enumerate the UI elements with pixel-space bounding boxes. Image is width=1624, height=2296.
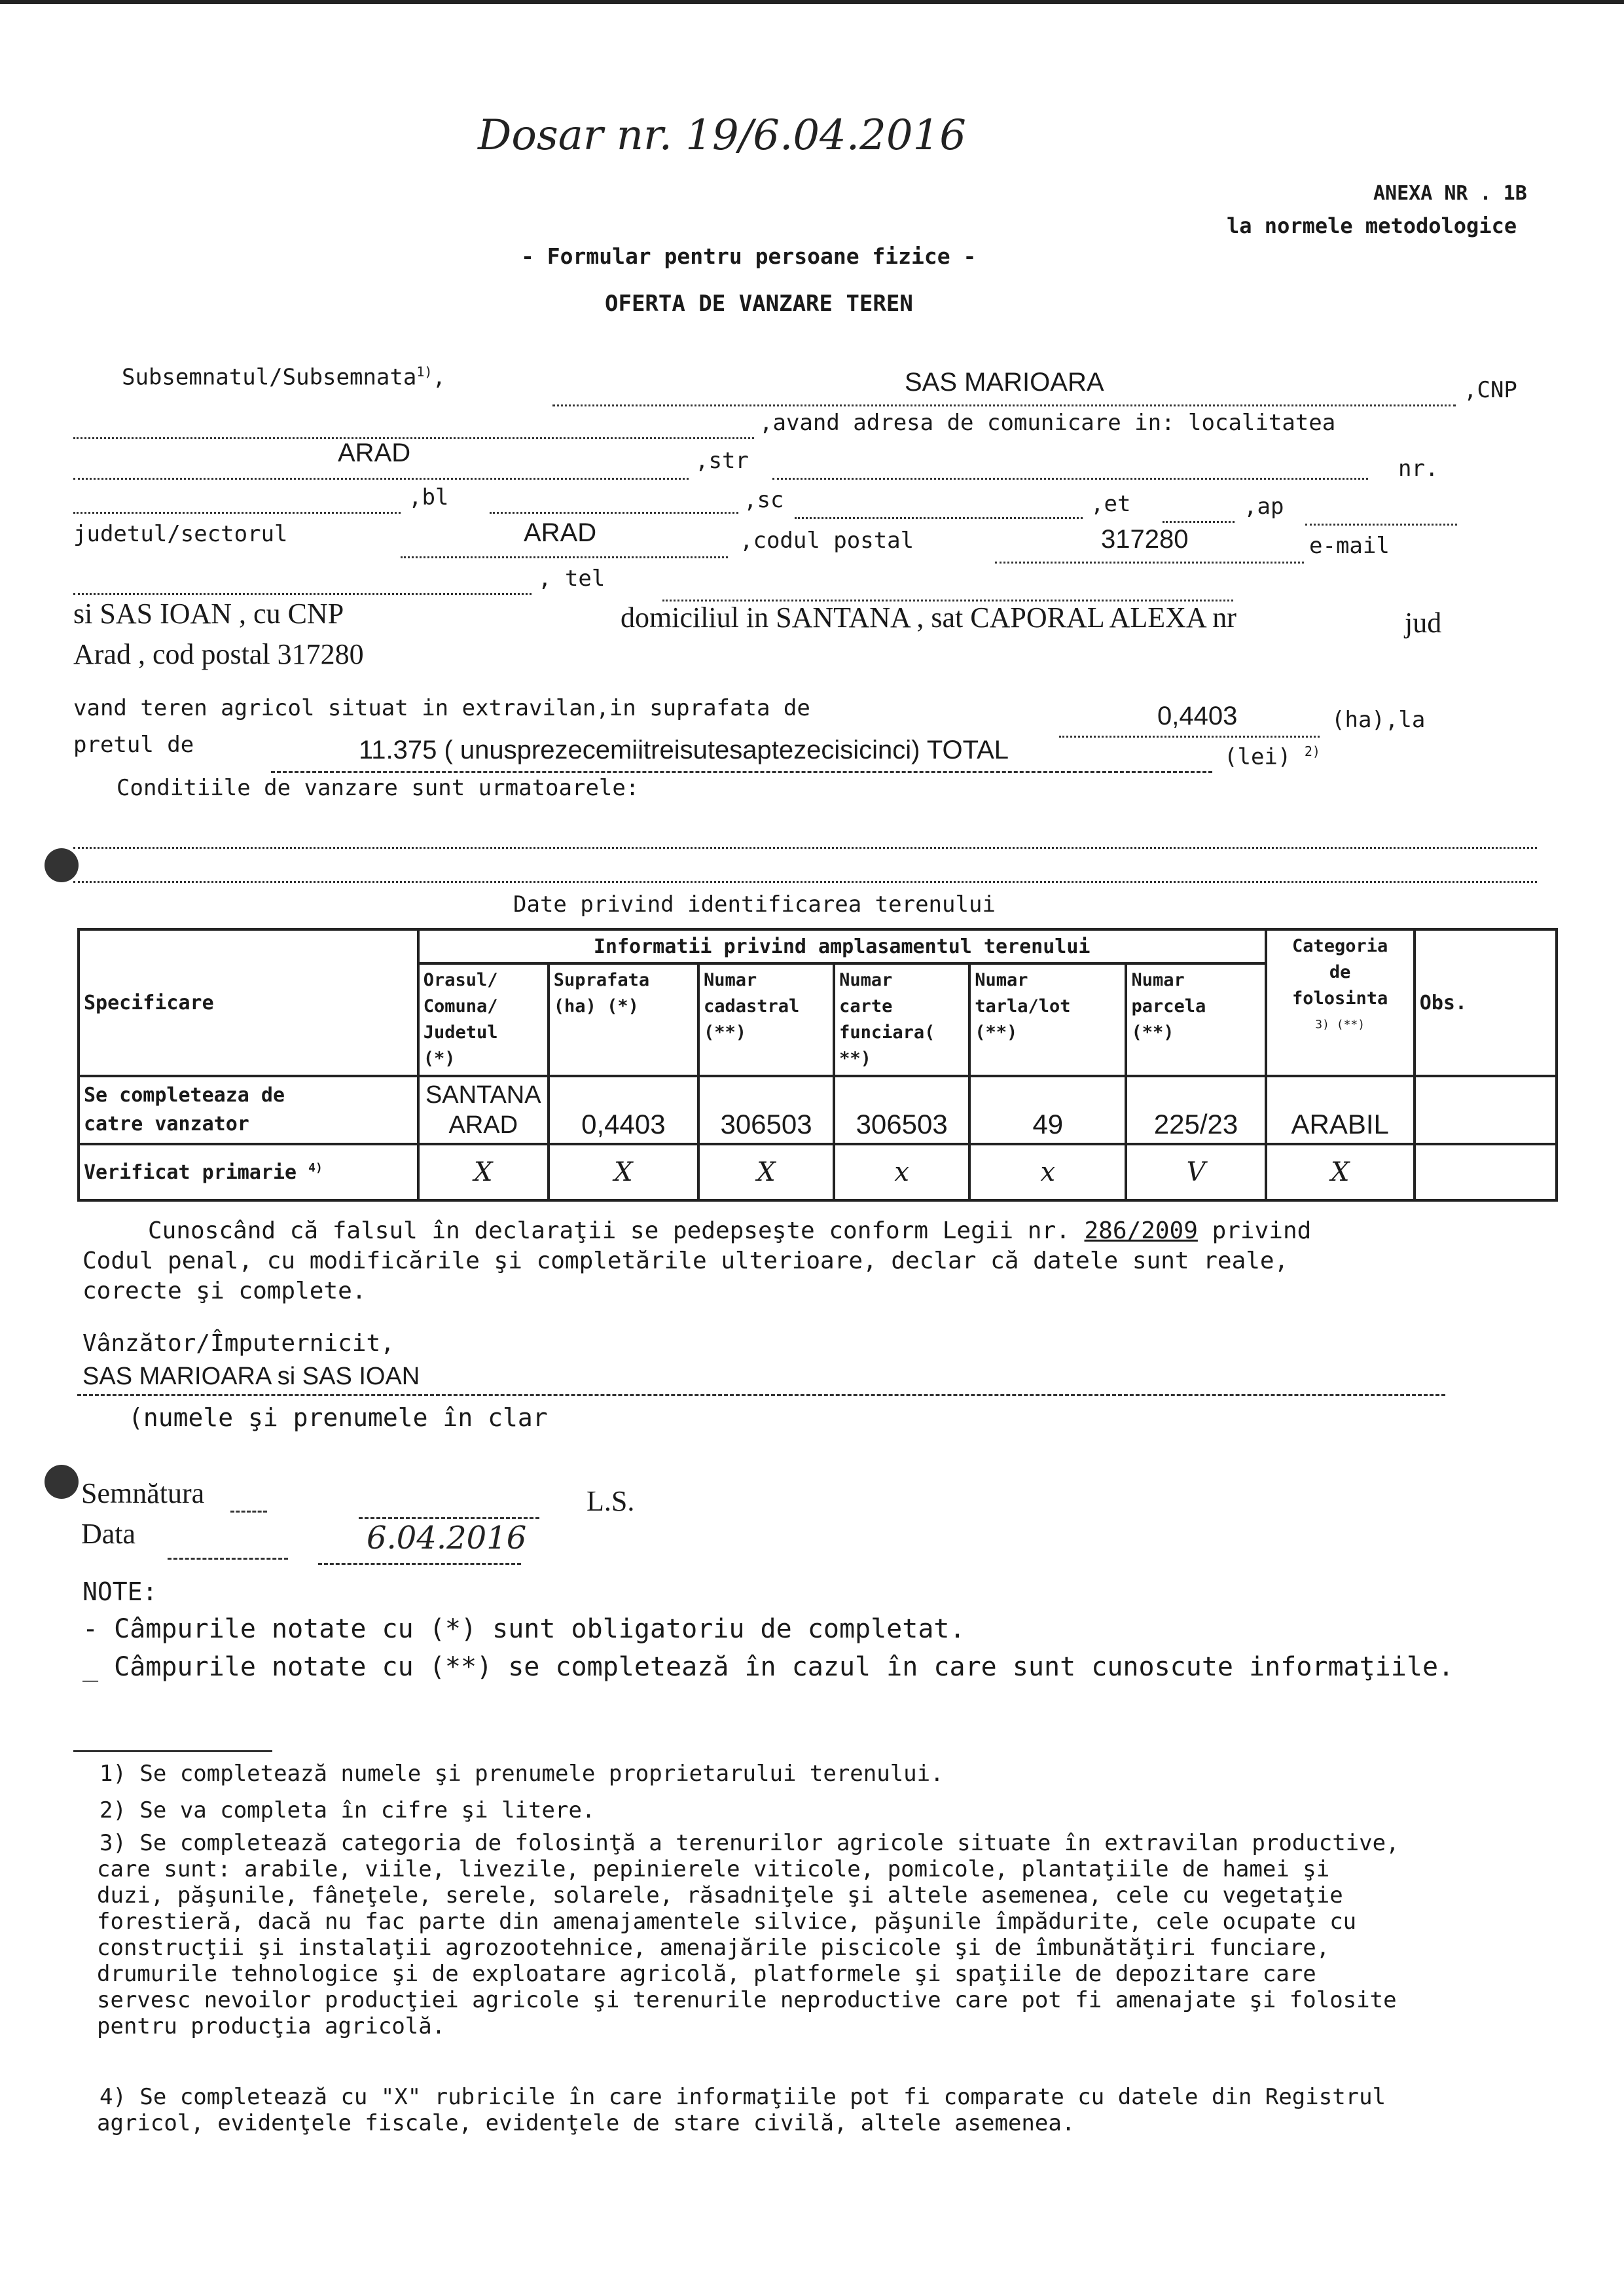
county-value: ARAD (524, 518, 597, 547)
note-optional: _ Câmpurile notate cu (**) se completează în cazul în care sunt cunoscute informaţiile. (82, 1652, 1454, 1682)
col-carte-funciara: Numar carte funciara( **) (834, 963, 969, 1076)
handwritten-file-number: Dosar nr. 19/6.04.2016 (478, 111, 966, 160)
cell-categoria: ARABIL (1266, 1076, 1415, 1144)
declaration-line2: Codul penal, cu modificările şi completările ulterioare, declar că datele sunt reale, (82, 1247, 1289, 1274)
postal-underline (995, 562, 1304, 564)
conditions-line (73, 881, 1537, 883)
cell-tarla: 49 (969, 1076, 1126, 1144)
row-seller-label: Se completeaza de catre vanzator (79, 1076, 418, 1144)
co-owner-postal: Arad , cod postal 317280 (73, 638, 364, 670)
label-signature: Semnătura (81, 1477, 205, 1509)
seller-role-label: Vânzător/Împuternicit, (82, 1330, 395, 1357)
group-header: Informatii privind amplasamentul terenului (418, 929, 1266, 963)
mark-tarla: x (969, 1144, 1126, 1200)
label-email: e-mail (1309, 533, 1390, 559)
postal-code-value: 317280 (1101, 525, 1189, 554)
mark-oras: X (418, 1144, 549, 1200)
footnote-4: 4) Se completează cu "X" rubricile în care informaţiile pot fi comparate cu datele din Registrul agricol, evidenţele fiscale, evidenţele de stare civilă, altele asemenea. (97, 2084, 1386, 2136)
col-specificare: Specificare (79, 929, 418, 1076)
label-etaj: ,et (1091, 491, 1131, 517)
handwritten-date: 6.04.2016 (367, 1520, 527, 1556)
label-ls: L.S. (586, 1485, 635, 1517)
date-underline (318, 1563, 521, 1565)
label-number: nr. (1398, 456, 1439, 482)
col-oras: Orasul/ Comuna/ Judetul (*) (418, 963, 549, 1076)
co-owner-county-label: jud (1405, 607, 1442, 639)
label-conditions: Conditiile de vanzare sunt urmatoarele: (117, 775, 640, 801)
label-price: pretul de (73, 732, 194, 758)
scara-underline (795, 517, 1083, 519)
footnote-2: 2) Se va completa în cifre şi litere. (99, 1797, 596, 1823)
signature-underline (359, 1517, 539, 1519)
cnp-underline (73, 437, 754, 439)
conditions-line (73, 847, 1537, 849)
date-underline (168, 1558, 288, 1560)
cell-carte-funciara: 306503 (834, 1076, 969, 1144)
label-postal-code: ,codul postal (740, 528, 914, 554)
label-subsemnatul: Subsemnatul/Subsemnata$^{1)}$, (122, 364, 446, 391)
names-hint: (numele şi prenumele în clar (128, 1403, 548, 1432)
note-required: - Câmpurile notate cu (*) sunt obligatoriu de completat. (82, 1614, 965, 1644)
col-categoria: Categoria de folosinta 3) (**) (1266, 929, 1415, 1076)
row-verified-label: Verificat primarie $^{4)}$ (79, 1144, 418, 1200)
mark-carte-funciara: x (834, 1144, 969, 1200)
scan-top-border (0, 0, 1624, 4)
apartment-underline (1305, 524, 1457, 526)
label-block: ,bl (408, 484, 449, 511)
price-value: 11.375 ( unusprezecemiitreisutesaptezecisicinci) TOTAL (359, 736, 1009, 764)
cell-parcela: 225/23 (1126, 1076, 1265, 1144)
number-underline (73, 512, 401, 514)
price-underline (271, 771, 1212, 773)
table-row (79, 1076, 1557, 1144)
label-address: ,avand adresa de comunicare in: localitatea (759, 410, 1336, 436)
annex-number: ANEXA NR . 1B (1373, 182, 1527, 205)
block-underline (490, 512, 738, 514)
col-suprafata: Suprafata (ha) (*) (549, 963, 698, 1076)
seller-names-value: SAS MARIOARA si SAS IOAN (82, 1363, 420, 1390)
county-underline (401, 556, 728, 558)
signature-underline (230, 1511, 267, 1513)
table-row (79, 1144, 1557, 1200)
col-obs: Obs. (1415, 929, 1557, 1076)
cell-obs (1415, 1076, 1557, 1144)
area-underline (1059, 736, 1320, 738)
locality-underline (73, 478, 689, 480)
label-scara: ,sc (744, 487, 784, 513)
label-apartment: ,ap (1244, 493, 1284, 520)
cell-cadastral: 306503 (698, 1076, 834, 1144)
mark-suprafata: X (549, 1144, 698, 1200)
punch-hole (45, 848, 79, 882)
area-value: 0,4403 (1157, 702, 1238, 730)
mark-obs (1415, 1144, 1557, 1200)
locality-value: ARAD (338, 439, 411, 467)
label-phone: , tel (538, 565, 605, 592)
punch-hole (45, 1465, 79, 1499)
label-lei: (lei) $^{2)}$ (1224, 744, 1320, 770)
cell-suprafata: 0,4403 (549, 1076, 698, 1144)
col-cadastral: Numar cadastral (**) (698, 963, 834, 1076)
declaration-line1: Cunoscând că falsul în declaraţii se pedepseşte conform Legii nr. 286/2009 privind (148, 1217, 1312, 1244)
seller-name-value: SAS MARIOARA (905, 368, 1104, 397)
declaration-line3: corecte şi complete. (82, 1278, 367, 1304)
email-underline (73, 593, 532, 595)
street-underline (772, 478, 1368, 480)
name-underline (552, 404, 1456, 406)
col-tarla: Numar tarla/lot (**) (969, 963, 1126, 1076)
cell-oras: SANTANA ARAD (418, 1076, 549, 1144)
page-title: OFERTA DE VANZARE TEREN (605, 291, 913, 317)
col-parcela: Numar parcela (**) (1126, 963, 1265, 1076)
label-date: Data (81, 1518, 136, 1550)
names-underline (77, 1394, 1445, 1396)
co-owner-line: si SAS IOAN , cu CNP (73, 598, 344, 630)
annex-reference: la normele metodologice (1227, 213, 1517, 238)
form-subtitle: - Formular pentru persoane fizice - (521, 243, 977, 269)
etaj-underline (1163, 521, 1235, 523)
label-street: ,str (695, 448, 749, 474)
label-sell-land: vand teren agricol situat in extravilan,in suprafata de (73, 695, 810, 721)
land-identification-table (77, 928, 1558, 1202)
mark-cadastral: X (698, 1144, 834, 1200)
mark-categoria: X (1266, 1144, 1415, 1200)
footnote-separator (73, 1750, 272, 1752)
footnote-3: 3) Se completează categoria de folosinţă a terenurilor agricole situate în extravilan productive, care sunt: arabile, viile, livezile, pepinierele viticole, pomicole, plantaţiile de hamei şi duzi, păşunile, fâneţele, serele, solarele, răsadniţele şi altele asemenea, cele cu vegetaţie forestieră, dacă nu fac parte din amenajamentele silvice, păşunile împădurite, cele ocupate cu construcţii şi instalaţii agrozootehnice, amenajările piscicole şi de îmbunătăţiri funciare, drumurile tehnologice şi de exploatare agricolă, platformele şi spaţiile de depozitare care servesc nevoilor producţiei agricole şi terenurile neproductive care pot fi amenajate şi folosite pentru producţia agricolă. (97, 1830, 1399, 2039)
footnote-1: 1) Se completează numele şi prenumele proprietarului terenului. (99, 1761, 944, 1787)
mark-parcela: V (1126, 1144, 1265, 1200)
table-caption: Date privind identificarea terenului (513, 891, 996, 918)
co-owner-domicile: domiciliul in SANTANA , sat CAPORAL ALEXA nr (621, 601, 1236, 634)
label-cnp: ,CNP (1464, 377, 1517, 403)
label-county: judetul/sectorul (73, 521, 288, 547)
label-ha: (ha),la (1331, 707, 1426, 733)
notes-title: NOTE: (82, 1577, 158, 1606)
